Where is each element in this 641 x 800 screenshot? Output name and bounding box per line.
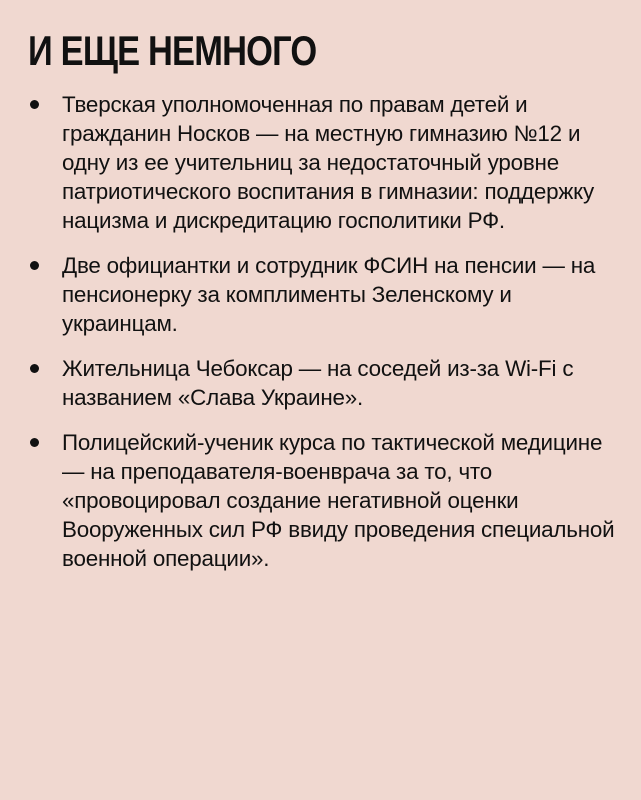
bullet-icon	[30, 100, 39, 109]
list-item-text: Две официантки и сотрудник ФСИН на пенсии — на пенсионерку за комплименты Зеленскому и украинцам.	[62, 253, 596, 336]
bullet-icon	[30, 438, 39, 447]
list-item	[28, 251, 617, 338]
list-item	[28, 354, 617, 412]
list-item-text: Полицейский-ученик курса по тактической медицине — на преподавателя-военврача за то, что «провоцировал создание негативной оценки Вооруженных сил РФ ввиду проведения специальной военной операции».	[62, 430, 615, 571]
list-item-text: Тверская уполномоченная по правам детей и гражданин Носков — на местную гимназию №12 и одну из ее учительниц за недостаточный уровне патриотического воспитания в гимназии: поддержку нацизма и дискредитацию госполитики РФ.	[62, 92, 594, 233]
bullet-list	[28, 90, 617, 573]
list-item	[28, 428, 617, 573]
bullet-icon	[30, 261, 39, 270]
page-title: И ЕЩЕ НЕМНОГО	[28, 27, 317, 74]
list-item-text: Жительница Чебоксар — на соседей из-за Wi-Fi с названием «Слава Украине».	[62, 356, 574, 410]
list-item	[28, 90, 617, 235]
bullet-icon	[30, 364, 39, 373]
